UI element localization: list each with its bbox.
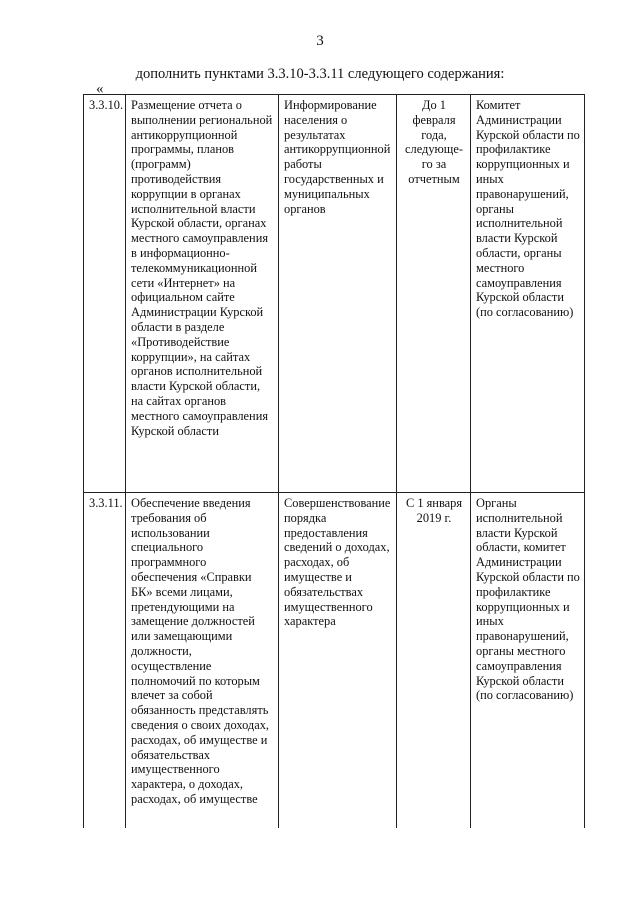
intro-text: дополнить пунктами 3.3.10-3.3.11 следующего содержания: — [135, 66, 505, 82]
item-number: 3.3.11. — [84, 493, 126, 829]
table-row — [84, 493, 585, 829]
item-responsible: Органы исполнительной власти Курской области, комитет Администрации Курской области по профилактике коррупционных и иных правонарушений, органы местного самоуправления Курской области (по согласованию) — [471, 493, 585, 829]
measures-table — [83, 94, 585, 828]
item-term: До 1 февраля года, следующе-го за отчетным — [397, 95, 471, 493]
item-term: С 1 января 2019 г. — [397, 493, 471, 829]
open-quote: « — [96, 81, 104, 97]
table-row — [84, 95, 585, 493]
item-description: Обеспечение введения требования об использовании специального программного обеспечения «Справки БК» всеми лицами, претендующими на замещение должностей или замещающими должности, осуществление полномочий по которым влечет за собой обязанность представлять сведения о своих доходах, расходах, об имуществе и обязательствах имущественного характера, о доходах, расходах, об имуществе — [126, 493, 279, 829]
page-number: 3 — [316, 33, 324, 49]
item-number: 3.3.10. — [84, 95, 126, 493]
item-responsible: Комитет Администрации Курской области по профилактике коррупционных и иных правонарушений, органы исполнительной власти Курской области, органы местного самоуправления Курской области (по согласованию) — [471, 95, 585, 493]
item-description: Размещение отчета о выполнении региональной антикоррупционной программы, планов (программ) противодействия коррупции в органах исполнительной власти Курской области, органах местного самоуправления в информационно-телекоммуникационной сети «Интернет» на официальном сайте Администрации Курской области в разделе «Противодействие коррупции», на сайтах органов исполнительной власти Курской области, на сайтах органов местного самоуправления Курской области — [126, 95, 279, 493]
item-goal: Совершенствование порядка предоставления сведений о доходах, расходах, об имуществе и обязательствах имущественного характера — [279, 493, 397, 829]
item-goal: Информирование населения о результатах антикоррупционной работы государственных и муниципальных органов — [279, 95, 397, 493]
